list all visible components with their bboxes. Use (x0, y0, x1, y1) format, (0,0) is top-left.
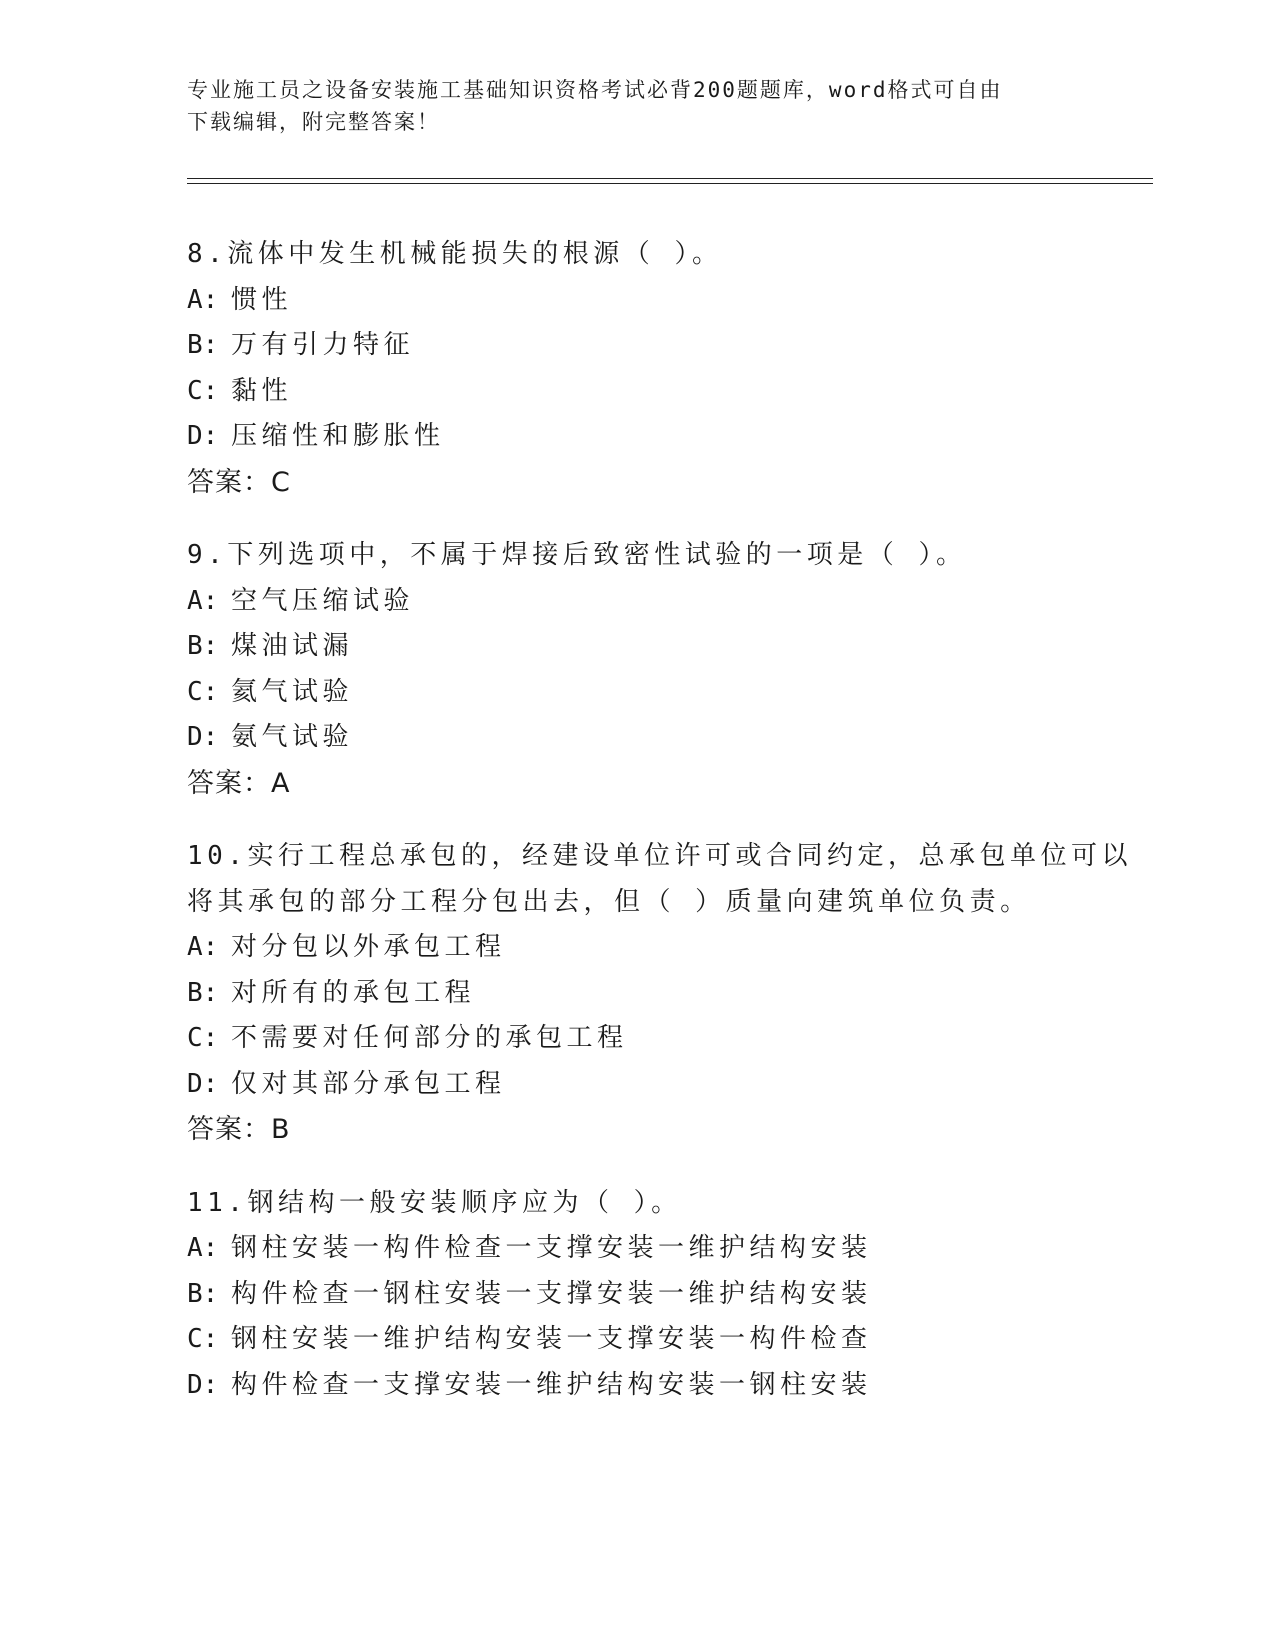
option-d (187, 1363, 1107, 1409)
option-d (187, 715, 1107, 761)
question-11 (187, 1181, 1107, 1409)
option-key: A: (187, 284, 219, 315)
option-text: 对分包以外承包工程 (231, 932, 506, 962)
option-key: A: (187, 585, 219, 616)
option-d (187, 414, 1107, 460)
option-key: B: (187, 1278, 219, 1309)
option-key: B: (187, 631, 219, 661)
option-key: A: (187, 1233, 219, 1263)
option-a (187, 579, 1107, 625)
header-line-1: 专业施工员之设备安装施工基础知识资格考试必背200题题库，word格式可自由 (187, 78, 1003, 102)
option-c (187, 670, 1107, 716)
question-stem: 8.流体中发生机械能损失的根源（ ）。 (187, 239, 723, 269)
option-key: C: (187, 676, 219, 707)
option-a (187, 1226, 1107, 1272)
option-key: D: (187, 421, 219, 451)
option-text: 钢柱安装一维护结构安装一支撑安装一构件检查 (231, 1324, 872, 1354)
option-key: A: (187, 932, 219, 962)
option-text: 黏性 (231, 375, 293, 406)
option-text: 不需要对任何部分的承包工程 (231, 1023, 628, 1053)
option-key: C: (187, 375, 219, 406)
option-key: B: (187, 977, 219, 1008)
option-key: B: (187, 330, 219, 360)
option-d (187, 1062, 1107, 1108)
option-b (187, 323, 1107, 369)
option-key: D: (187, 722, 219, 752)
answer: 答案：A (187, 767, 291, 799)
question-8 (187, 232, 1107, 505)
answer: 答案：C (187, 466, 291, 498)
document-header (187, 74, 1087, 138)
option-b (187, 1272, 1107, 1318)
option-text: 氦气试验 (231, 676, 354, 707)
option-c (187, 1016, 1107, 1062)
question-list (187, 232, 1132, 1436)
question-stem-line-1: 10.实行工程总承包的，经建设单位许可或合同约定，总承包单位可以 (187, 841, 1132, 871)
option-key: C: (187, 1023, 219, 1053)
question-stem: 11.钢结构一般安装顺序应为（ ）。 (187, 1187, 682, 1218)
option-text: 氨气试验 (231, 722, 354, 752)
option-text: 万有引力特征 (231, 330, 415, 360)
option-a (187, 278, 1107, 324)
option-a (187, 925, 1107, 971)
option-key: D: (187, 1369, 219, 1400)
option-key: D: (187, 1068, 219, 1099)
option-text: 钢柱安装一构件检查一支撑安装一维护结构安装 (231, 1233, 872, 1263)
question-stem-line-2: 将其承包的部分工程分包出去，但（ ）质量向建筑单位负责。 (187, 886, 1031, 917)
header-divider-top (187, 178, 1153, 179)
option-text: 构件检查一钢柱安装一支撑安装一维护结构安装 (231, 1278, 872, 1309)
option-c (187, 1317, 1107, 1363)
option-b (187, 624, 1107, 670)
option-text: 煤油试漏 (231, 631, 354, 661)
option-text: 压缩性和膨胀性 (231, 421, 445, 451)
question-9 (187, 533, 1107, 806)
option-text: 惯性 (231, 284, 293, 315)
question-10 (187, 834, 1132, 1153)
option-text: 构件检查一支撑安装一维护结构安装一钢柱安装 (231, 1369, 872, 1400)
option-text: 对所有的承包工程 (231, 977, 476, 1008)
header-divider-bottom (187, 183, 1153, 184)
option-text: 仅对其部分承包工程 (231, 1068, 506, 1099)
question-stem: 9.下列选项中，不属于焊接后致密性试验的一项是（ ）。 (187, 540, 967, 570)
option-b (187, 971, 1107, 1017)
option-key: C: (187, 1324, 219, 1354)
header-line-2: 下载编辑，附完整答案！ (187, 110, 440, 134)
answer: 答案：B (187, 1114, 291, 1145)
option-text: 空气压缩试验 (231, 585, 415, 616)
option-c (187, 369, 1107, 415)
